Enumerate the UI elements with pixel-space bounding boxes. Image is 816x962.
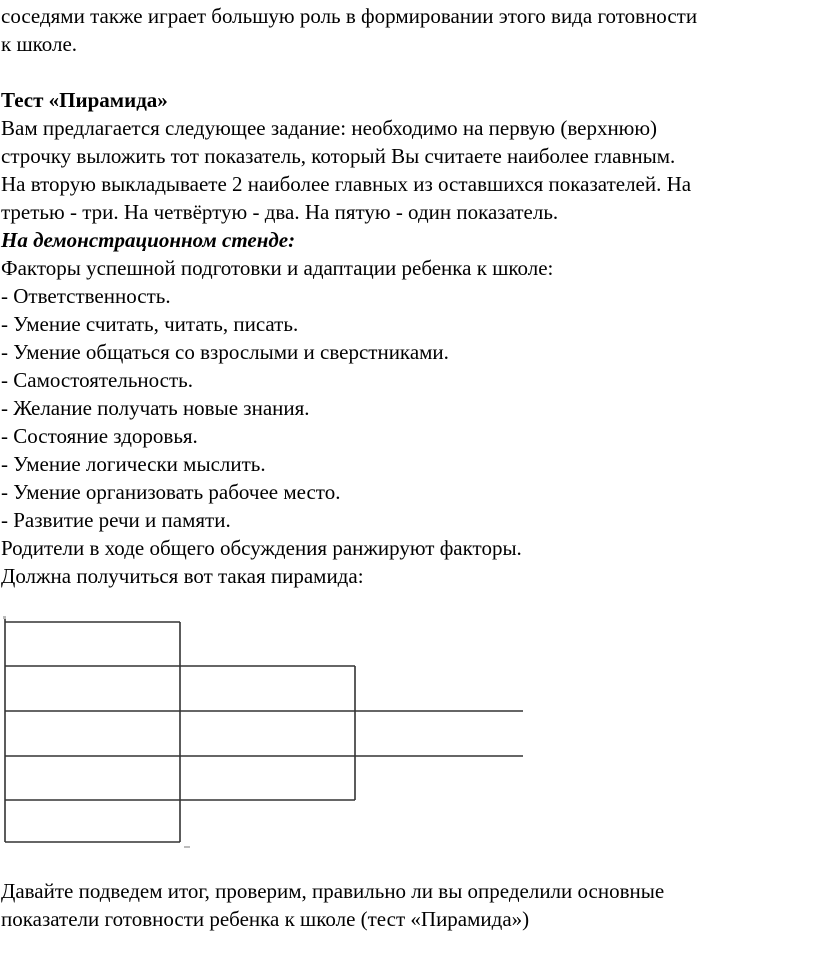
conclusion-line: показатели готовности ребенка к школе (тест «Пирамида») [1, 907, 530, 931]
paragraph-line: соседями также играет большую роль в формировании этого вида готовности [1, 4, 698, 28]
factor-item: - Самостоятельность. [1, 368, 194, 392]
corner-mark [184, 846, 190, 848]
corner-mark [3, 616, 6, 619]
stand-heading: На демонстрационном стенде: [1, 228, 296, 252]
factor-item: - Развитие речи и памяти. [1, 508, 231, 532]
instruction-line: На вторую выкладываете 2 наиболее главных из оставшихся показателей. На [1, 172, 692, 196]
instruction-line: третью - три. На четвёртую - два. На пятую - один показатель. [1, 200, 559, 224]
factor-item: - Ответственность. [1, 284, 171, 308]
factor-item: - Состояние здоровья. [1, 424, 198, 448]
ranking-note: Родители в ходе общего обсуждения ранжируют факторы. [1, 536, 522, 560]
factor-item: - Желание получать новые знания. [1, 396, 310, 420]
factor-item: - Умение общаться со взрослыми и сверстниками. [1, 340, 449, 364]
instruction-line: строчку выложить тот показатель, который Вы считаете наиболее главным. [1, 144, 676, 168]
pyramid-diagram [0, 610, 540, 855]
test-title: Тест «Пирамида» [1, 88, 168, 112]
pyramid-intro: Должна получиться вот такая пирамида: [1, 564, 364, 588]
factor-item: - Умение логически мыслить. [1, 452, 266, 476]
factor-item: - Умение организовать рабочее место. [1, 480, 341, 504]
instruction-line: Вам предлагается следующее задание: необходимо на первую (верхнюю) [1, 116, 658, 140]
paragraph-line: к школе. [1, 32, 78, 56]
conclusion-line: Давайте подведем итог, проверим, правильно ли вы определили основные [1, 879, 665, 903]
factors-intro: Факторы успешной подготовки и адаптации ребенка к школе: [1, 256, 554, 280]
factor-item: - Умение считать, читать, писать. [1, 312, 299, 336]
